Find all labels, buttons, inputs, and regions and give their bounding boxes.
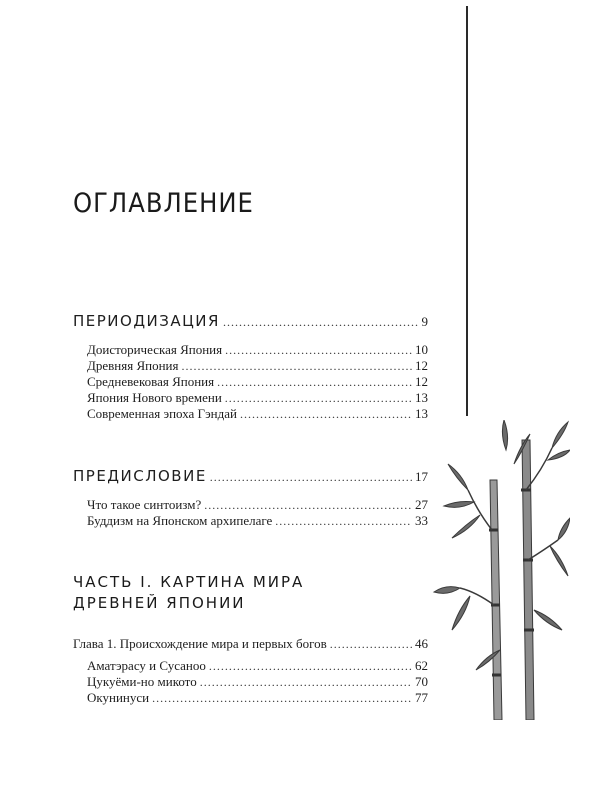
page-title: ОГЛАВЛЕНИЕ <box>73 188 254 219</box>
vertical-divider-line <box>466 6 468 416</box>
toc-section-title: ПРЕДИСЛОВИЕ <box>73 467 207 485</box>
toc-chapter-1[interactable] <box>73 636 428 652</box>
toc-item[interactable] <box>87 406 428 422</box>
toc-item-label: Древняя Япония <box>87 358 179 373</box>
dot-leader <box>223 315 419 330</box>
dot-leader <box>275 514 412 529</box>
page-number: 70 <box>415 674 428 689</box>
part-title-line-1: ЧАСТЬ I. КАРТИНА МИРА <box>73 573 305 591</box>
toc-section-title: ПЕРИОДИЗАЦИЯ <box>73 312 220 330</box>
dot-leader <box>225 391 412 406</box>
toc-item[interactable] <box>87 358 428 374</box>
page-number: 10 <box>415 342 428 357</box>
toc-item-label: Доисторическая Япония <box>87 342 223 357</box>
toc-item[interactable] <box>87 374 428 390</box>
toc-section-periodization[interactable] <box>73 312 428 330</box>
toc-item[interactable] <box>87 674 428 690</box>
dot-leader <box>217 375 412 390</box>
toc-item[interactable] <box>87 658 428 674</box>
toc-item[interactable] <box>87 390 428 406</box>
toc-item-label: Аматэрасу и Сусаноо <box>87 658 206 673</box>
page-number: 13 <box>415 406 428 421</box>
toc-item[interactable] <box>87 690 428 706</box>
page-number: 77 <box>415 690 428 705</box>
toc-section-preface[interactable] <box>73 467 428 485</box>
page-number: 13 <box>415 390 428 405</box>
page-number: 12 <box>415 358 428 373</box>
toc-item[interactable] <box>87 513 428 529</box>
dot-leader <box>204 498 412 513</box>
page-number: 17 <box>415 469 428 484</box>
dot-leader <box>330 637 412 652</box>
page-number: 46 <box>415 636 428 651</box>
part-title <box>73 572 304 614</box>
page-number: 33 <box>415 513 428 528</box>
toc-item[interactable] <box>87 342 428 358</box>
dot-leader <box>225 343 412 358</box>
toc-item-label: Буддизм на Японском архипелаге <box>87 513 273 528</box>
page-number: 27 <box>415 497 428 512</box>
dot-leader <box>181 359 412 374</box>
page-number: 62 <box>415 658 428 673</box>
dot-leader <box>152 691 412 706</box>
bamboo-illustration <box>430 420 570 720</box>
toc-chapter-label: Глава 1. Происхождение мира и первых богов <box>73 636 327 651</box>
toc-item[interactable] <box>87 497 428 513</box>
toc-item-label: Что такое синтоизм? <box>87 497 202 512</box>
toc-item-label: Современная эпоха Гэндай <box>87 406 237 421</box>
page-number: 9 <box>421 314 428 329</box>
dot-leader <box>200 675 412 690</box>
dot-leader <box>210 470 412 485</box>
toc-item-label: Цукуёми-но микото <box>87 674 197 689</box>
toc-item-label: Окунинуси <box>87 690 150 705</box>
dot-leader <box>209 659 412 674</box>
page-number: 12 <box>415 374 428 389</box>
toc-item-label: Средневековая Япония <box>87 374 215 389</box>
toc-item-label: Япония Нового времени <box>87 390 222 405</box>
dot-leader <box>240 407 412 422</box>
part-title-line-2: ДРЕВНЕЙ ЯПОНИИ <box>73 594 246 612</box>
